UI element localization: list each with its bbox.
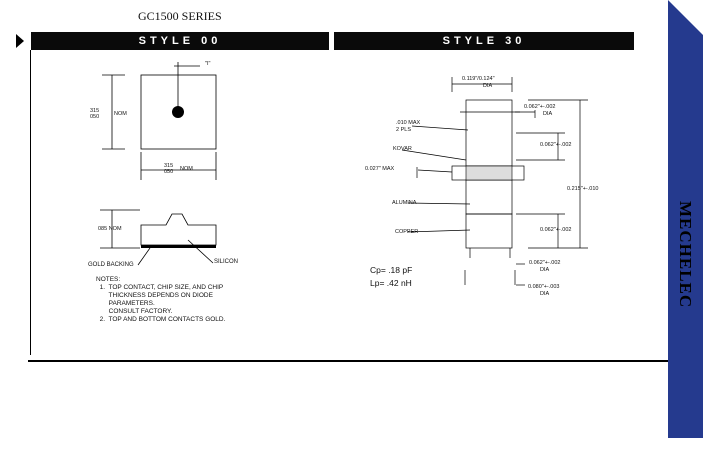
d1-dia: DIA — [543, 111, 553, 117]
notes: NOTES: 1. TOP CONTACT, CHIP SIZE, AND CHIP THICKNESS DEPENDS ON DIODE PARAMETERS. CONSULT FACTORY. 2. TOP AND BOTTOM CONTACTS GOLD. — [96, 276, 226, 323]
d5-dia: DIA — [540, 267, 550, 273]
bottom-dim-unit: NOM — [180, 166, 193, 172]
style-30-drawing — [340, 0, 640, 360]
d6-dim: 0.080"+-.003 — [528, 284, 560, 290]
brand-name: MECHELEC — [676, 201, 695, 309]
bottom-dim-top: 315 — [164, 163, 174, 169]
bottom-dim-bot: 050 — [164, 169, 174, 175]
style-30-header: STYLE 30 — [334, 32, 634, 50]
style-00-header: STYLE 00 — [31, 32, 329, 50]
alumina-body — [466, 180, 512, 214]
top-contact-dot — [172, 106, 184, 118]
d3-dim: 0.215"+-.010 — [567, 186, 599, 192]
chip-side-view — [141, 214, 216, 245]
capacitance-value: Cp= .18 pF — [370, 265, 413, 275]
d2-dim: 0.062"+-.002 — [540, 142, 572, 148]
inductance-value: Lp= .42 nH — [370, 278, 412, 288]
gold-backing-label: GOLD BACKING — [88, 262, 134, 268]
pls-label: 2 PLS — [396, 127, 411, 133]
side-dim-unit: NOM — [114, 111, 127, 117]
max010-label: .010 MAX — [396, 120, 421, 126]
height-dim: 085 NOM — [98, 226, 122, 232]
d4-dim: 0.062"+-.002 — [540, 227, 572, 233]
top-contact-dim: "I" — [205, 61, 211, 67]
top-dia-label: DIA — [483, 83, 493, 89]
kovar-label: KOVAR — [393, 146, 412, 152]
top-dia-dim: 0.119"/0.124" — [462, 76, 495, 82]
alumina-label: ALUMINA — [392, 200, 417, 206]
series-title: GC1500 SERIES — [138, 9, 222, 23]
d6-dia: DIA — [540, 291, 550, 297]
side-dim-bot: 050 — [90, 114, 100, 120]
footer-rule — [28, 360, 668, 362]
side-dim-top: 315 — [90, 108, 100, 114]
max027-label: 0.027" MAX — [365, 166, 395, 172]
alumina-ring — [466, 166, 512, 180]
kovar-post — [466, 100, 512, 166]
gold-backing-layer — [141, 245, 216, 248]
d1-dim: 0.062"+-.002 — [524, 104, 556, 110]
copper-stud — [466, 214, 512, 248]
d5-dim: 0.062"+-.002 — [529, 260, 561, 266]
silicon-label: SILICON — [214, 259, 239, 265]
copper-label: COPPER — [395, 229, 419, 235]
brand-tab-corner — [668, 0, 703, 35]
